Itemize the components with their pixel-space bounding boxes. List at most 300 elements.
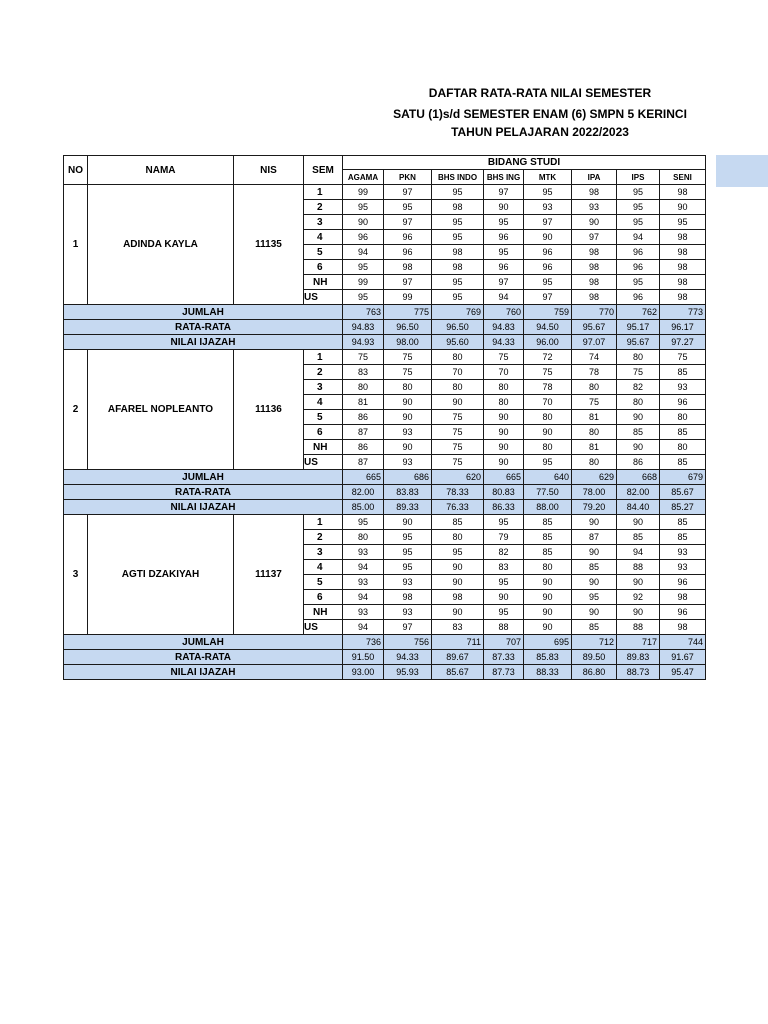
grade-cell: 90 — [572, 575, 617, 590]
semester-label: US — [304, 455, 343, 470]
rata-rata-row — [64, 320, 706, 335]
summary-value: 87.33 — [484, 650, 524, 665]
header-no: NO — [64, 156, 88, 185]
grade-cell: 97 — [524, 215, 572, 230]
grade-cell: 90 — [617, 575, 660, 590]
summary-value: 89.67 — [432, 650, 484, 665]
summary-value: 94.83 — [484, 320, 524, 335]
grade-cell: 83 — [484, 560, 524, 575]
grade-cell: 97 — [484, 185, 524, 200]
grade-cell: 85 — [524, 515, 572, 530]
grade-cell: 96 — [617, 245, 660, 260]
summary-value: 93.00 — [343, 665, 384, 680]
grade-cell: 85 — [617, 425, 660, 440]
grade-cell: 98 — [432, 200, 484, 215]
grade-cell: 96 — [484, 230, 524, 245]
subject-header: BHS INDO — [432, 170, 484, 185]
summary-label: RATA-RATA — [64, 320, 343, 335]
semester-label: NH — [304, 440, 343, 455]
grade-cell: 93 — [660, 545, 706, 560]
summary-value: 85.27 — [660, 500, 706, 515]
grade-cell: 86 — [343, 440, 384, 455]
grade-cell: 95 — [343, 290, 384, 305]
grade-cell: 94 — [617, 545, 660, 560]
summary-value: 95.60 — [432, 335, 484, 350]
grade-cell: 95 — [572, 590, 617, 605]
grade-cell: 93 — [572, 200, 617, 215]
grade-cell: 95 — [432, 230, 484, 245]
grade-cell: 80 — [617, 350, 660, 365]
summary-value: 763 — [343, 305, 384, 320]
summary-value: 84.40 — [617, 500, 660, 515]
grade-cell: 95 — [524, 185, 572, 200]
semester-label: US — [304, 620, 343, 635]
grade-cell: 90 — [484, 590, 524, 605]
jumlah-row — [64, 470, 706, 485]
title-line-3: TAHUN PELAJARAN 2022/2023 — [451, 125, 629, 139]
grade-cell: 80 — [524, 560, 572, 575]
subject-header: IPS — [617, 170, 660, 185]
summary-value: 86.80 — [572, 665, 617, 680]
grade-cell: 80 — [524, 440, 572, 455]
grade-cell: 80 — [484, 395, 524, 410]
grade-cell: 85 — [572, 620, 617, 635]
grade-cell: 98 — [660, 185, 706, 200]
grade-cell: 98 — [572, 290, 617, 305]
rata-rata-row — [64, 485, 706, 500]
grade-cell: 87 — [343, 455, 384, 470]
grade-cell: 92 — [617, 590, 660, 605]
grade-cell: 75 — [384, 365, 432, 380]
grade-cell: 95 — [524, 275, 572, 290]
grade-cell: 96 — [484, 260, 524, 275]
side-highlight-cell — [716, 155, 768, 187]
grade-cell: 80 — [432, 380, 484, 395]
grade-cell: 75 — [572, 395, 617, 410]
grade-cell: 90 — [572, 545, 617, 560]
summary-value: 775 — [384, 305, 432, 320]
grade-cell: 96 — [384, 230, 432, 245]
grade-cell: 95 — [432, 545, 484, 560]
grade-cell: 78 — [572, 365, 617, 380]
summary-value: 88.73 — [617, 665, 660, 680]
summary-value: 85.83 — [524, 650, 572, 665]
grade-cell: 95 — [484, 215, 524, 230]
semester-label: 1 — [304, 350, 343, 365]
nilai-ijazah-row — [64, 335, 706, 350]
grade-cell: 80 — [432, 350, 484, 365]
summary-value: 94.93 — [343, 335, 384, 350]
semester-label: 5 — [304, 575, 343, 590]
grade-cell: 85 — [660, 425, 706, 440]
grade-cell: 95 — [384, 530, 432, 545]
grade-cell: 74 — [572, 350, 617, 365]
student-no: 3 — [64, 515, 88, 635]
grade-cell: 93 — [384, 575, 432, 590]
summary-value: 83.83 — [384, 485, 432, 500]
summary-value: 620 — [432, 470, 484, 485]
semester-label: NH — [304, 275, 343, 290]
table-row — [64, 515, 706, 530]
semester-label: 3 — [304, 545, 343, 560]
grade-cell: 90 — [617, 515, 660, 530]
summary-value: 78.33 — [432, 485, 484, 500]
summary-value: 76.33 — [432, 500, 484, 515]
semester-label: 1 — [304, 185, 343, 200]
grade-cell: 95 — [343, 515, 384, 530]
grade-cell: 85 — [660, 515, 706, 530]
grade-cell: 80 — [432, 530, 484, 545]
grade-cell: 98 — [572, 260, 617, 275]
summary-value: 744 — [660, 635, 706, 650]
grade-cell: 90 — [617, 410, 660, 425]
summary-value: 96.50 — [384, 320, 432, 335]
summary-value: 712 — [572, 635, 617, 650]
student-no: 1 — [64, 185, 88, 305]
summary-label: RATA-RATA — [64, 650, 343, 665]
grade-cell: 98 — [432, 590, 484, 605]
summary-value: 762 — [617, 305, 660, 320]
grade-cell: 94 — [343, 590, 384, 605]
grade-cell: 75 — [617, 365, 660, 380]
grade-cell: 95 — [617, 215, 660, 230]
grade-cell: 95 — [432, 215, 484, 230]
summary-value: 82.00 — [343, 485, 384, 500]
grade-cell: 90 — [524, 230, 572, 245]
grade-cell: 90 — [660, 200, 706, 215]
summary-value: 98.00 — [384, 335, 432, 350]
grade-cell: 83 — [343, 365, 384, 380]
grade-cell: 90 — [384, 515, 432, 530]
semester-label: 5 — [304, 245, 343, 260]
grade-cell: 75 — [343, 350, 384, 365]
summary-label: JUMLAH — [64, 305, 343, 320]
subject-header: PKN — [384, 170, 432, 185]
grade-cell: 95 — [484, 515, 524, 530]
grade-cell: 80 — [343, 380, 384, 395]
grade-cell: 87 — [343, 425, 384, 440]
grade-cell: 96 — [660, 575, 706, 590]
grade-cell: 90 — [484, 410, 524, 425]
grade-cell: 88 — [484, 620, 524, 635]
grade-cell: 80 — [572, 455, 617, 470]
title-line-2: SATU (1)s/d SEMESTER ENAM (6) SMPN 5 KERINCI — [393, 107, 687, 121]
grade-cell: 98 — [660, 275, 706, 290]
summary-value: 78.00 — [572, 485, 617, 500]
grade-cell: 97 — [524, 290, 572, 305]
semester-label: 2 — [304, 200, 343, 215]
summary-value: 686 — [384, 470, 432, 485]
summary-value: 95.93 — [384, 665, 432, 680]
grade-cell: 93 — [660, 560, 706, 575]
grade-cell: 75 — [524, 365, 572, 380]
student-nis: 11136 — [234, 350, 304, 470]
grade-cell: 85 — [660, 530, 706, 545]
summary-label: NILAI IJAZAH — [64, 335, 343, 350]
grade-cell: 88 — [617, 620, 660, 635]
grade-cell: 93 — [343, 575, 384, 590]
subject-header: MTK — [524, 170, 572, 185]
grade-cell: 85 — [572, 560, 617, 575]
grade-cell: 98 — [384, 590, 432, 605]
grade-cell: 95 — [617, 185, 660, 200]
grade-cell: 75 — [432, 425, 484, 440]
summary-value: 96.00 — [524, 335, 572, 350]
semester-label: 3 — [304, 380, 343, 395]
header-nama: NAMA — [88, 156, 234, 185]
summary-value: 85.67 — [432, 665, 484, 680]
summary-value: 95.47 — [660, 665, 706, 680]
grade-cell: 90 — [384, 410, 432, 425]
grade-cell: 90 — [484, 425, 524, 440]
summary-value: 759 — [524, 305, 572, 320]
grade-cell: 80 — [572, 425, 617, 440]
semester-label: 4 — [304, 560, 343, 575]
semester-label: 2 — [304, 365, 343, 380]
grade-cell: 93 — [343, 545, 384, 560]
grade-cell: 98 — [384, 260, 432, 275]
grade-cell: 90 — [524, 590, 572, 605]
summary-value: 679 — [660, 470, 706, 485]
summary-value: 95.67 — [572, 320, 617, 335]
grade-cell: 90 — [384, 440, 432, 455]
grade-cell: 95 — [524, 455, 572, 470]
grade-cell: 90 — [524, 575, 572, 590]
summary-value: 91.67 — [660, 650, 706, 665]
grade-cell: 94 — [343, 620, 384, 635]
summary-label: RATA-RATA — [64, 485, 343, 500]
title-line-1: DAFTAR RATA-RATA NILAI SEMESTER — [428, 86, 652, 100]
grade-cell: 98 — [432, 260, 484, 275]
grade-cell: 98 — [572, 275, 617, 290]
grade-cell: 81 — [572, 410, 617, 425]
summary-value: 668 — [617, 470, 660, 485]
summary-value: 86.33 — [484, 500, 524, 515]
semester-label: 4 — [304, 230, 343, 245]
grade-cell: 90 — [524, 425, 572, 440]
grade-cell: 80 — [384, 380, 432, 395]
summary-value: 711 — [432, 635, 484, 650]
summary-value: 770 — [572, 305, 617, 320]
table-row — [64, 350, 706, 365]
grade-cell: 97 — [384, 185, 432, 200]
grade-cell: 98 — [572, 185, 617, 200]
student-no: 2 — [64, 350, 88, 470]
grade-cell: 90 — [484, 200, 524, 215]
grade-cell: 98 — [660, 245, 706, 260]
grade-cell: 97 — [384, 215, 432, 230]
summary-value: 87.73 — [484, 665, 524, 680]
grade-cell: 80 — [343, 530, 384, 545]
semester-label: 3 — [304, 215, 343, 230]
semester-label: 4 — [304, 395, 343, 410]
header-bidang-studi: BIDANG STUDI — [343, 156, 706, 170]
grade-cell: 93 — [343, 605, 384, 620]
summary-value: 96.50 — [432, 320, 484, 335]
grade-cell: 75 — [484, 350, 524, 365]
grade-cell: 96 — [660, 395, 706, 410]
grade-cell: 98 — [660, 620, 706, 635]
grade-cell: 95 — [384, 200, 432, 215]
grade-cell: 90 — [572, 605, 617, 620]
grade-cell: 95 — [432, 185, 484, 200]
grade-cell: 86 — [617, 455, 660, 470]
grade-cell: 98 — [660, 260, 706, 275]
grade-cell: 75 — [660, 350, 706, 365]
grade-cell: 97 — [384, 620, 432, 635]
grade-cell: 85 — [617, 530, 660, 545]
nilai-ijazah-row — [64, 665, 706, 680]
grade-cell: 80 — [660, 410, 706, 425]
summary-value: 91.50 — [343, 650, 384, 665]
rata-rata-row — [64, 650, 706, 665]
summary-value: 640 — [524, 470, 572, 485]
grade-cell: 70 — [432, 365, 484, 380]
grade-cell: 95 — [617, 275, 660, 290]
grade-cell: 93 — [384, 455, 432, 470]
grade-cell: 75 — [432, 455, 484, 470]
grade-cell: 96 — [343, 230, 384, 245]
grade-cell: 85 — [524, 530, 572, 545]
summary-value: 88.00 — [524, 500, 572, 515]
summary-value: 80.83 — [484, 485, 524, 500]
summary-value: 96.17 — [660, 320, 706, 335]
summary-value: 97.07 — [572, 335, 617, 350]
semester-label: US — [304, 290, 343, 305]
grade-cell: 82 — [484, 545, 524, 560]
summary-value: 707 — [484, 635, 524, 650]
semester-label: 6 — [304, 260, 343, 275]
grade-cell: 93 — [384, 425, 432, 440]
header-sem: SEM — [304, 156, 343, 185]
summary-value: 94.83 — [343, 320, 384, 335]
summary-value: 773 — [660, 305, 706, 320]
semester-label: 5 — [304, 410, 343, 425]
grade-cell: 95 — [617, 200, 660, 215]
student-nis: 11135 — [234, 185, 304, 305]
summary-value: 89.50 — [572, 650, 617, 665]
grade-cell: 80 — [660, 440, 706, 455]
grade-cell: 75 — [432, 410, 484, 425]
grade-cell: 96 — [524, 245, 572, 260]
summary-value: 97.27 — [660, 335, 706, 350]
grade-cell: 90 — [617, 605, 660, 620]
summary-value: 756 — [384, 635, 432, 650]
semester-label: NH — [304, 605, 343, 620]
grade-cell: 79 — [484, 530, 524, 545]
grade-cell: 80 — [572, 380, 617, 395]
summary-label: JUMLAH — [64, 635, 343, 650]
summary-value: 77.50 — [524, 485, 572, 500]
subject-header: IPA — [572, 170, 617, 185]
grade-cell: 94 — [343, 560, 384, 575]
grade-cell: 99 — [343, 275, 384, 290]
summary-label: NILAI IJAZAH — [64, 665, 343, 680]
semester-label: 2 — [304, 530, 343, 545]
subject-header: AGAMA — [343, 170, 384, 185]
grade-cell: 88 — [617, 560, 660, 575]
grades-table — [63, 155, 706, 680]
grade-cell: 75 — [384, 350, 432, 365]
grade-cell: 97 — [572, 230, 617, 245]
grade-cell: 95 — [484, 605, 524, 620]
grade-cell: 78 — [524, 380, 572, 395]
grade-cell: 90 — [343, 215, 384, 230]
grade-cell: 95 — [343, 260, 384, 275]
grade-cell: 95 — [432, 275, 484, 290]
grade-cell: 90 — [384, 395, 432, 410]
summary-value: 82.00 — [617, 485, 660, 500]
jumlah-row — [64, 635, 706, 650]
grade-cell: 95 — [432, 290, 484, 305]
grade-cell: 72 — [524, 350, 572, 365]
grade-cell: 81 — [572, 440, 617, 455]
grade-cell: 80 — [484, 380, 524, 395]
summary-value: 760 — [484, 305, 524, 320]
grade-cell: 80 — [524, 410, 572, 425]
grade-cell: 95 — [660, 215, 706, 230]
grade-cell: 97 — [384, 275, 432, 290]
summary-value: 695 — [524, 635, 572, 650]
grade-cell: 97 — [484, 275, 524, 290]
grade-cell: 96 — [617, 290, 660, 305]
grade-cell: 98 — [660, 230, 706, 245]
summary-value: 95.17 — [617, 320, 660, 335]
summary-value: 665 — [343, 470, 384, 485]
grade-cell: 96 — [524, 260, 572, 275]
grade-cell: 95 — [484, 245, 524, 260]
grade-cell: 90 — [572, 215, 617, 230]
grade-cell: 94 — [484, 290, 524, 305]
summary-value: 94.50 — [524, 320, 572, 335]
semester-label: 6 — [304, 590, 343, 605]
semester-label: 6 — [304, 425, 343, 440]
grade-cell: 98 — [660, 590, 706, 605]
grade-cell: 90 — [432, 575, 484, 590]
grade-cell: 98 — [660, 290, 706, 305]
summary-value: 736 — [343, 635, 384, 650]
summary-value: 717 — [617, 635, 660, 650]
grade-cell: 96 — [384, 245, 432, 260]
grade-cell: 94 — [617, 230, 660, 245]
summary-value: 85.00 — [343, 500, 384, 515]
grade-cell: 96 — [660, 605, 706, 620]
summary-value: 94.33 — [484, 335, 524, 350]
summary-label: NILAI IJAZAH — [64, 500, 343, 515]
nilai-ijazah-row — [64, 500, 706, 515]
grade-cell: 82 — [617, 380, 660, 395]
summary-value: 89.83 — [617, 650, 660, 665]
student-name: AGTI DZAKIYAH — [88, 515, 234, 635]
grade-cell: 90 — [524, 605, 572, 620]
grade-cell: 98 — [432, 245, 484, 260]
subject-header: BHS ING — [484, 170, 524, 185]
grade-cell: 99 — [384, 290, 432, 305]
grade-cell: 90 — [432, 560, 484, 575]
grade-cell: 90 — [617, 440, 660, 455]
grade-cell: 99 — [343, 185, 384, 200]
subject-header: SENI — [660, 170, 706, 185]
grade-cell: 70 — [484, 365, 524, 380]
grade-cell: 95 — [484, 575, 524, 590]
grade-cell: 98 — [572, 245, 617, 260]
table-row — [64, 185, 706, 200]
grade-cell: 75 — [432, 440, 484, 455]
grade-cell: 90 — [484, 455, 524, 470]
grade-cell: 90 — [432, 605, 484, 620]
summary-value: 85.67 — [660, 485, 706, 500]
summary-value: 665 — [484, 470, 524, 485]
